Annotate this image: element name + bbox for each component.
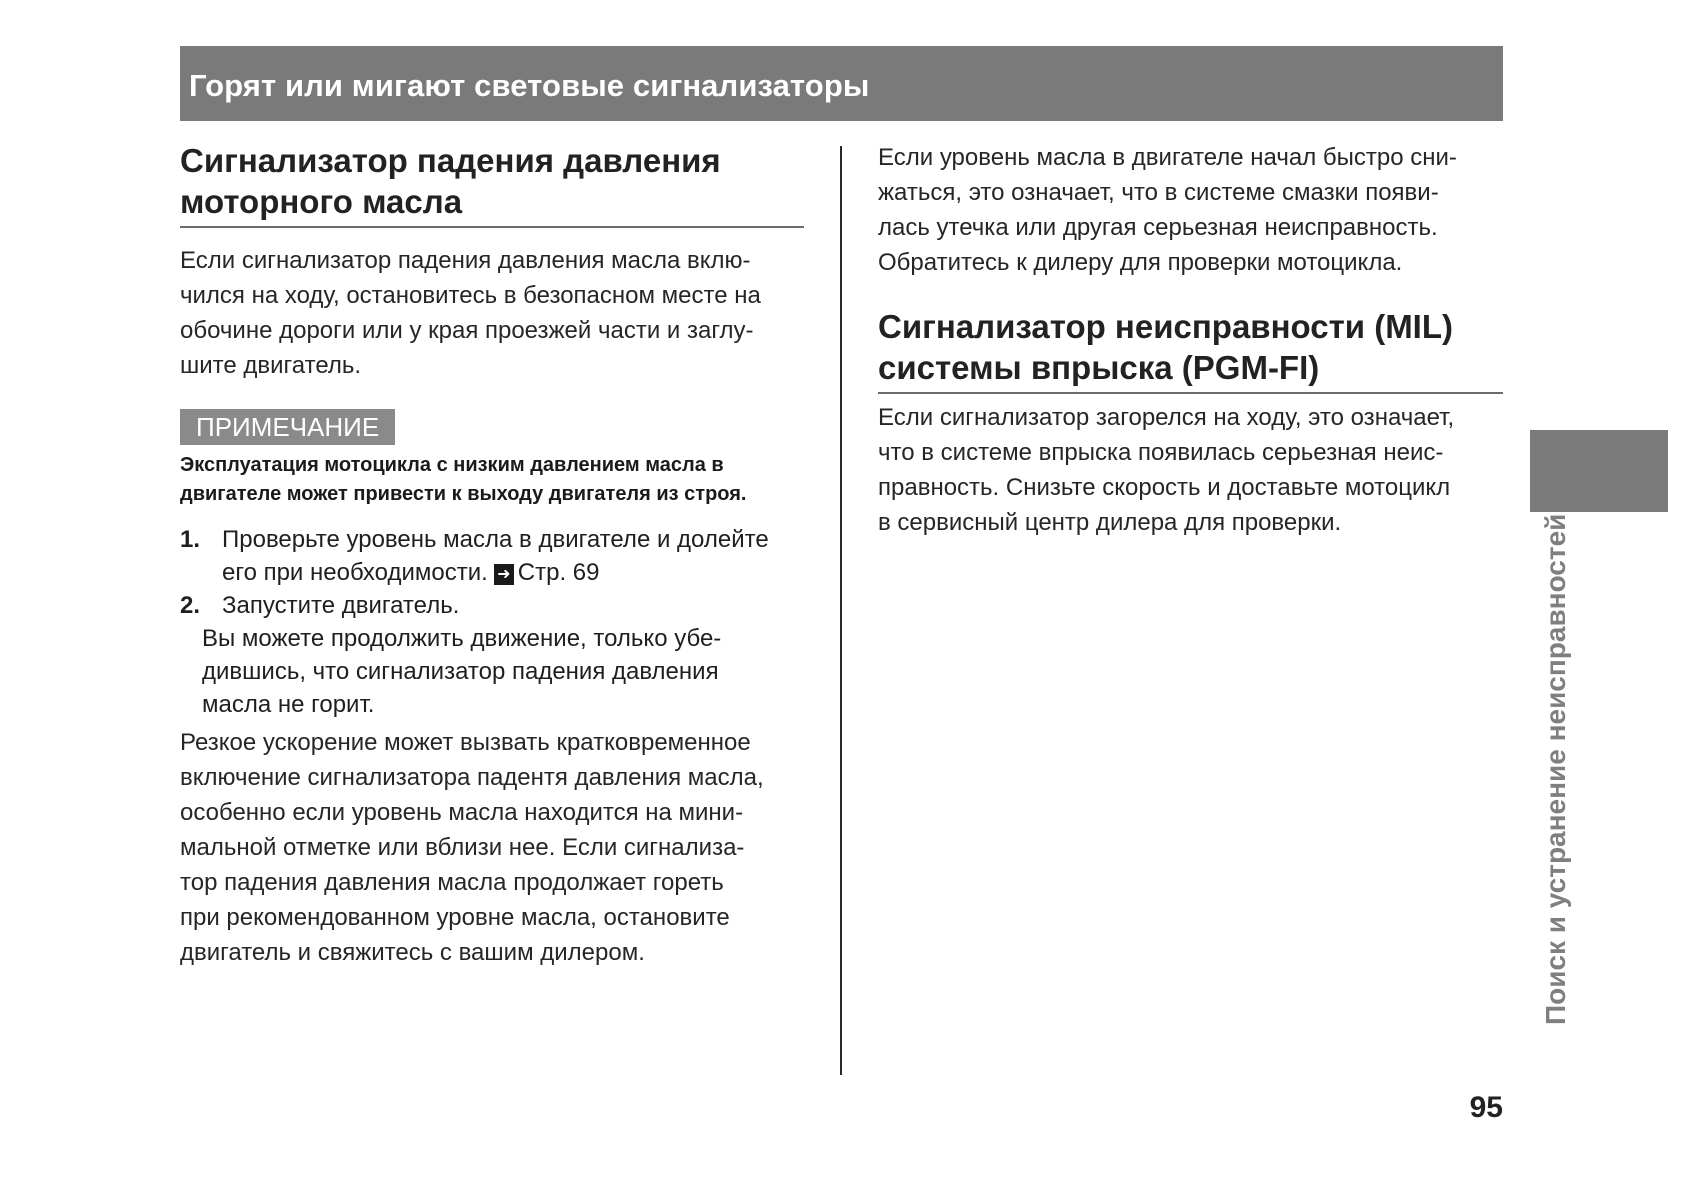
section-banner: [180, 46, 1503, 121]
step-2-note: Вы можете продолжить движение, только убе- дившись, что сигнализатор падения давления масла не горит.: [202, 625, 722, 718]
oil-pressure-section-title: Сигнализатор падения давления моторного масла: [180, 140, 804, 228]
note-label: ПРИМЕЧАНИЕ: [180, 409, 395, 445]
column-divider: [840, 146, 842, 1075]
page-number: 95: [1469, 1091, 1503, 1124]
banner-title: Горят или мигают световые сигнализаторы: [189, 68, 870, 103]
mil-paragraph: Если сигнализатор загорелся на ходу, это означает, что в системе впрыска появилась серьезная неис- правность. Снизьте скорость и доставьте мотоцикл в сервисный центр дилера для проверки.: [878, 404, 1455, 536]
mil-section-title: Сигнализатор неисправности (MIL) системы впрыска (PGM-FI): [878, 306, 1503, 394]
step-2: 2. Запустите двигатель.: [180, 592, 460, 619]
page-reference-arrow-icon: ➜: [494, 564, 514, 585]
page-reference-link[interactable]: Стр. 69: [517, 559, 600, 586]
right-column: [878, 140, 1503, 540]
chapter-tab: [1530, 430, 1668, 512]
left-column: [180, 140, 804, 970]
oil-pressure-intro: Если сигнализатор падения давления масла вклю- чился на ходу, остановитесь в безопасном месте на обочине дороги или у края проезжей части и заглу- шите двигатель.: [180, 247, 761, 379]
note-text: Эксплуатация мотоцикла с низким давлением масла в двигателе может привести к выходу двигателя из строя.: [180, 454, 747, 505]
oil-pressure-outro: Резкое ускорение может вызвать кратковременное включение сигнализатора падентя давления масла, особенно если уровень масла находится на мини- мальной отметке или вблизи нее. Если сигнализа- тор падения давления масла продолжает гореть при рекомендованном уровне масла, остановите двигатель и свяжитесь с вашим дилером.: [180, 729, 764, 966]
step-1: 1. Проверьте уровень масла в двигателе и долейте его при необходимости. ➜ Стр. 69: [180, 526, 769, 586]
steps-list: [180, 523, 804, 721]
chapter-label: Поиск и устранение неисправностей: [1540, 513, 1571, 1025]
oil-level-paragraph: Если уровень масла в двигателе начал быстро сни- жаться, это означает, что в системе смазки появи- лась утечка или другая серьезная неисправность. Обратитесь к дилеру для проверки мотоцикла.: [878, 144, 1457, 276]
